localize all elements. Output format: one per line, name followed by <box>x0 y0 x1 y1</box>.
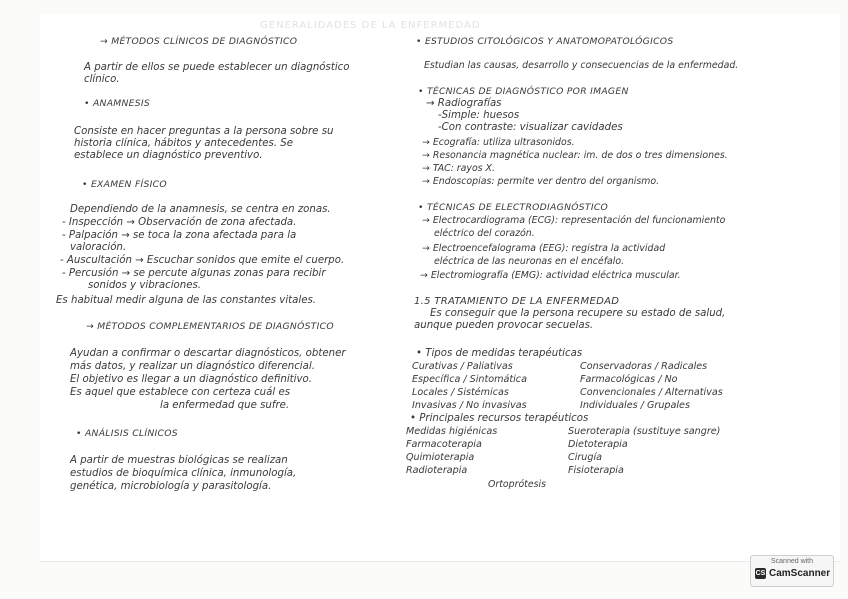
resource-left: Medidas higiénicas <box>406 426 498 437</box>
heading-treatment: 1.5 TRATAMIENTO DE LA ENFERMEDAD <box>414 296 620 307</box>
text-line: → Resonancia magnética nuclear: im. de dos o tres dimensiones. <box>422 150 728 161</box>
text-line: A partir de ellos se puede establecer un diagnóstico <box>84 62 350 73</box>
page-bottom-edge <box>40 561 840 562</box>
text-line: -Simple: huesos <box>438 110 520 121</box>
text-line: Ayudan a confirmar o descartar diagnósticos, obtener <box>70 348 346 359</box>
text-line: A partir de muestras biológicas se realizan <box>70 455 288 466</box>
text-line: - Palpación → se toca la zona afectada para la <box>62 230 297 241</box>
heading-physical-exam: • EXAMEN FÍSICO <box>82 179 167 190</box>
text-line: la enfermedad que sufre. <box>160 400 290 411</box>
camscanner-logo-icon: CS <box>755 570 766 577</box>
therapy-type-right: Individuales / Grupales <box>580 400 690 411</box>
text-line: Es habitual medir alguna de las constantes vitales. <box>56 295 317 306</box>
text-line: Es aquel que establece con certeza cuál es <box>70 387 291 398</box>
text-line: sonidos y vibraciones. <box>88 280 202 291</box>
text-line: estudios de bioquímica clínica, inmunología, <box>70 468 297 479</box>
text-line: - Auscultación → Escuchar sonidos que emite el cuerpo. <box>60 255 345 266</box>
text-line: -Con contraste: visualizar cavidades <box>438 122 623 133</box>
text-line: valoración. <box>70 242 127 253</box>
text-line: → Electromiografía (EMG): actividad eléctrica muscular. <box>420 270 681 281</box>
text-line: El objetivo es llegar a un diagnóstico definitivo. <box>70 374 312 385</box>
resource-left: Radioterapia <box>406 465 468 476</box>
therapy-type-left: Invasivas / No invasivas <box>412 400 527 411</box>
resource-right: Sueroterapia (sustituye sangre) <box>568 426 721 437</box>
resource-right: Fisioterapia <box>568 465 624 476</box>
resource-right: Dietoterapia <box>568 439 628 450</box>
text-line: → Electrocardiograma (ECG): representación del funcionamiento <box>422 215 726 226</box>
therapy-type-left: Específica / Sintomática <box>412 374 527 385</box>
therapy-type-right: Convencionales / Alternativas <box>580 387 723 398</box>
resource-left: Farmacoterapia <box>406 439 482 450</box>
text-line: más datos, y realizar un diagnóstico diferencial. <box>70 361 315 372</box>
text-line: Estudian las causas, desarrollo y consecuencias de la enfermedad. <box>424 60 739 71</box>
camscanner-badge <box>750 555 834 587</box>
heading-therapy-types: • Tipos de medidas terapéuticas <box>416 348 583 359</box>
text-line: Consiste en hacer preguntas a la persona sobre su <box>74 126 334 137</box>
text-line: → Ecografía: utiliza ultrasonidos. <box>422 137 575 148</box>
text-line: aunque pueden provocar secuelas. <box>414 320 594 331</box>
text-line: Ortoprótesis <box>488 479 547 490</box>
scanned-page <box>40 14 840 562</box>
heading-clinical-analysis: • ANÁLISIS CLÍNICOS <box>76 428 178 439</box>
text-line: → TAC: rayos X. <box>422 163 495 174</box>
heading-anamnesis: • ANAMNESIS <box>84 98 151 109</box>
resource-left: Quimioterapia <box>406 452 475 463</box>
text-line: → Endoscopias: permite ver dentro del organismo. <box>422 176 660 187</box>
therapy-type-right: Farmacológicas / No <box>580 374 678 385</box>
text-line: historia clínica, hábitos y antecedentes. Se <box>74 138 294 149</box>
text-line: → Radiografías <box>426 98 502 109</box>
text-line: clínico. <box>84 74 120 85</box>
resource-right: Cirugía <box>568 452 603 463</box>
badge-brand-name: CamScanner <box>769 568 831 580</box>
badge-caption: Scanned with <box>770 558 814 565</box>
heading-complementary-methods: → MÉTODOS COMPLEMENTARIOS DE DIAGNÓSTICO <box>86 321 334 332</box>
heading-imaging: • TÉCNICAS DE DIAGNÓSTICO POR IMAGEN <box>418 86 629 97</box>
heading-clinical-methods: → MÉTODOS CLÍNICOS DE DIAGNÓSTICO <box>100 36 298 47</box>
therapy-type-left: Curativas / Paliativas <box>412 361 513 372</box>
text-line: eléctrica de las neuronas en el encéfalo. <box>434 256 625 267</box>
badge-brand <box>755 568 830 579</box>
heading-electrodiagnosis: • TÉCNICAS DE ELECTRODIAGNÓSTICO <box>418 202 609 213</box>
therapy-type-left: Locales / Sistémicas <box>412 387 509 398</box>
text-line: genética, microbiología y parasitología. <box>70 481 272 492</box>
heading-cytology: • ESTUDIOS CITOLÓGICOS Y ANATOMOPATOLÓGICOS <box>416 36 674 47</box>
text-line: Es conseguir que la persona recupere su estado de salud, <box>430 308 726 319</box>
therapy-type-right: Conservadoras / Radicales <box>580 361 708 372</box>
text-line: Dependiendo de la anamnesis, se centra en zonas. <box>70 204 331 215</box>
text-line: eléctrico del corazón. <box>434 228 535 239</box>
bleed-through-text: GENERALIDADES DE LA ENFERMEDAD <box>260 20 481 31</box>
text-line: - Inspección → Observación de zona afectada. <box>62 217 297 228</box>
text-line: → Electroencefalograma (EEG): registra la actividad <box>422 243 666 254</box>
heading-therapy-resources: • Principales recursos terapéuticos <box>410 413 589 424</box>
text-line: - Percusión → se percute algunas zonas para recibir <box>62 268 326 279</box>
text-line: establece un diagnóstico preventivo. <box>74 150 263 161</box>
